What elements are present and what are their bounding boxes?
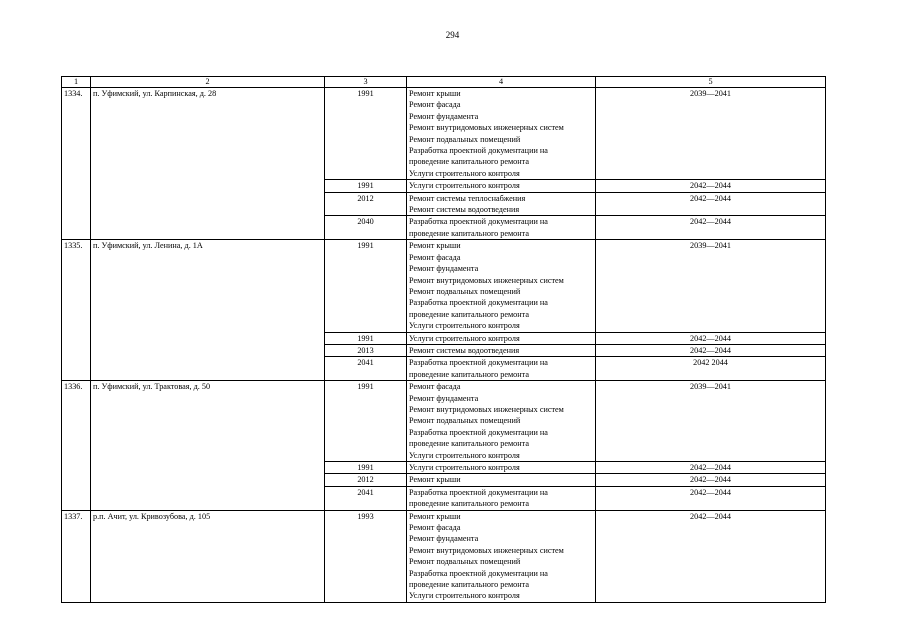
repair-works	[407, 462, 596, 474]
table-body	[62, 88, 826, 603]
planned-period: 2039—2041	[596, 88, 826, 180]
repair-work-item: Ремонт системы водоотведения	[409, 345, 520, 355]
repair-work-item: Ремонт фасада	[409, 252, 461, 262]
repair-work-item: Разработка проектной документации на	[409, 568, 548, 578]
repair-work-item: Разработка проектной документации на	[409, 217, 548, 227]
repair-work-item: Ремонт подвальных помещений	[409, 134, 521, 144]
repair-work-item: проведение капитального ремонта	[409, 157, 529, 167]
table-row	[62, 240, 826, 332]
table-row	[62, 510, 826, 602]
commission-year: 2012	[325, 192, 407, 216]
repair-work-item: проведение капитального ремонта	[409, 228, 529, 238]
planned-period: 2042 2044	[596, 357, 826, 381]
repair-work-item: Услуги строительного контроля	[409, 168, 520, 178]
repair-work-item: Ремонт подвальных помещений	[409, 416, 521, 426]
repair-works	[407, 88, 596, 180]
commission-year: 1991	[325, 180, 407, 192]
repair-works	[407, 192, 596, 216]
repair-works	[407, 381, 596, 462]
planned-period: 2042—2044	[596, 216, 826, 240]
repair-work-item: Ремонт фасада	[409, 382, 461, 392]
repair-work-item: Ремонт крыши	[409, 475, 461, 485]
planned-period: 2042—2044	[596, 462, 826, 474]
repair-work-item: Ремонт фасада	[409, 100, 461, 110]
repair-work-item: проведение капитального ремонта	[409, 499, 529, 509]
commission-year: 1991	[325, 88, 407, 180]
entry-address: п. Уфимский, ул. Трактовая, д. 50	[91, 381, 325, 510]
repair-work-item: Разработка проектной документации на	[409, 358, 548, 368]
planned-period: 2042—2044	[596, 474, 826, 486]
repair-work-item: Ремонт фундамента	[409, 393, 479, 403]
repair-works	[407, 344, 596, 356]
repair-work-item: Ремонт внутридомовых инженерных систем	[409, 275, 564, 285]
repair-work-item: Услуги строительного контроля	[409, 321, 520, 331]
planned-period: 2042—2044	[596, 180, 826, 192]
repair-work-item: Услуги строительного контроля	[409, 463, 520, 472]
entry-address: п. Уфимский, ул. Карпинская, д. 28	[91, 88, 325, 240]
repair-works	[407, 240, 596, 332]
repair-works	[407, 180, 596, 192]
commission-year: 1991	[325, 381, 407, 462]
header-cell: 4	[407, 77, 596, 88]
table-row	[62, 381, 826, 462]
entry-number: 1335.	[62, 240, 91, 381]
header-cell: 3	[325, 77, 407, 88]
repair-work-item: Ремонт фундамента	[409, 264, 479, 274]
header-row	[62, 77, 826, 88]
planned-period: 2042—2044	[596, 344, 826, 356]
header-cell: 5	[596, 77, 826, 88]
table-row	[62, 88, 826, 180]
repair-work-item: Ремонт крыши	[409, 241, 461, 251]
commission-year: 1991	[325, 462, 407, 474]
entry-number: 1334.	[62, 88, 91, 240]
header-cell: 1	[62, 77, 91, 88]
repair-work-item: Ремонт внутридомовых инженерных систем	[409, 123, 564, 133]
repair-work-item: Услуги строительного контроля	[409, 333, 520, 343]
repair-work-item: Ремонт внутридомовых инженерных систем	[409, 545, 564, 555]
planned-period: 2039—2041	[596, 240, 826, 332]
repair-work-item: Ремонт фундамента	[409, 534, 479, 544]
repair-work-item: Ремонт системы водоотведения	[409, 205, 520, 215]
repair-work-item: Ремонт фундамента	[409, 111, 479, 121]
repair-work-item: Разработка проектной документации на	[409, 487, 548, 497]
repair-work-item: Услуги строительного контроля	[409, 181, 520, 191]
planned-period: 2042—2044	[596, 486, 826, 510]
commission-year: 2041	[325, 357, 407, 381]
repair-work-item: Услуги строительного контроля	[409, 450, 520, 460]
commission-year: 2012	[325, 474, 407, 486]
repair-work-item: Ремонт системы теплоснабжения	[409, 193, 526, 203]
repair-works	[407, 357, 596, 381]
repair-work-item: проведение капитального ремонта	[409, 580, 529, 590]
commission-year: 2041	[325, 486, 407, 510]
repair-work-item: Ремонт внутридомовых инженерных систем	[409, 404, 564, 414]
repair-works	[407, 510, 596, 602]
repair-work-item: Ремонт фасада	[409, 523, 461, 533]
entry-address: п. Уфимский, ул. Ленина, д. 1А	[91, 240, 325, 381]
repair-work-item: Услуги строительного контроля	[409, 591, 520, 601]
repair-work-item: Ремонт подвальных помещений	[409, 286, 521, 296]
repair-work-item: Разработка проектной документации на	[409, 427, 548, 437]
page-number: 294	[445, 30, 460, 40]
repair-works	[407, 216, 596, 240]
planned-period: 2042—2044	[596, 192, 826, 216]
planned-period: 2042—2044	[596, 332, 826, 344]
commission-year: 1993	[325, 510, 407, 602]
commission-year: 1991	[325, 240, 407, 332]
planned-period: 2039—2041	[596, 381, 826, 462]
repair-works	[407, 332, 596, 344]
repair-work-item: Ремонт подвальных помещений	[409, 557, 521, 567]
repair-work-item: Ремонт крыши	[409, 511, 461, 521]
repair-work-item: проведение капитального ремонта	[409, 309, 529, 319]
entry-address: р.п. Ачит, ул. Кривозубова, д. 105	[91, 510, 325, 602]
planned-period: 2042—2044	[596, 510, 826, 602]
repair-works	[407, 486, 596, 510]
entry-number: 1337.	[62, 510, 91, 602]
commission-year: 1991	[325, 332, 407, 344]
repair-schedule-table	[61, 76, 826, 603]
header-cell: 2	[91, 77, 325, 88]
commission-year: 2040	[325, 216, 407, 240]
repair-works	[407, 474, 596, 486]
repair-work-item: проведение капитального ремонта	[409, 439, 529, 449]
repair-work-item: Разработка проектной документации на	[409, 298, 548, 308]
repair-work-item: Разработка проектной документации на	[409, 146, 548, 156]
commission-year: 2013	[325, 344, 407, 356]
repair-work-item: проведение капитального ремонта	[409, 369, 529, 379]
repair-work-item: Ремонт крыши	[409, 89, 461, 98]
entry-number: 1336.	[62, 381, 91, 510]
